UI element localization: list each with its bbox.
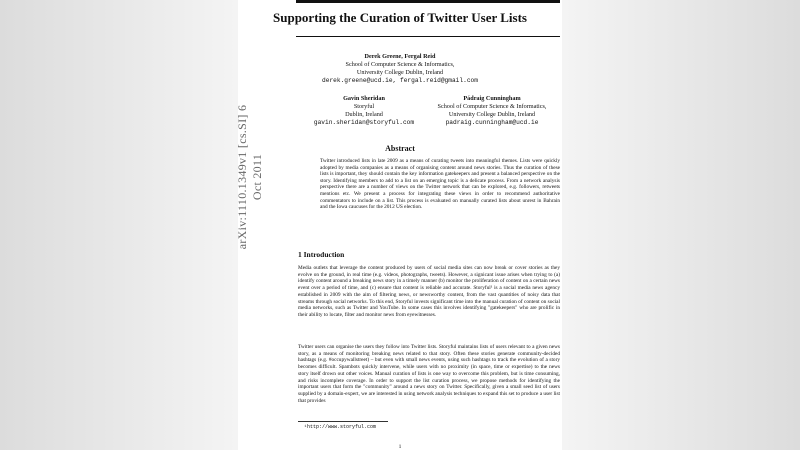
paper-page	[235, 0, 562, 450]
author-affiliation: Dublin, Ireland	[345, 111, 383, 118]
abstract-heading: Abstract	[385, 144, 415, 153]
paper-title: Supporting the Curation of Twitter User Lists	[273, 10, 527, 25]
author-email: gavin.sheridan@storyful.com	[313, 119, 415, 126]
title-top-rule	[296, 0, 560, 3]
background-left	[0, 0, 238, 450]
section-heading: 1 Introduction	[298, 250, 345, 259]
author-email: derek.greene@ucd.ie, fergal.reid@gmail.com	[322, 77, 478, 84]
author-block-3	[428, 95, 556, 127]
author-affiliation: School of Computer Science & Informatics,	[345, 61, 455, 68]
background-right	[562, 0, 800, 450]
author-email: padraig.cunningham@ucd.ie	[445, 119, 539, 126]
author-affiliation: University College Dublin, Ireland	[356, 69, 444, 76]
author-block-2	[304, 95, 424, 127]
author-name: Pádraig Cunningham	[463, 95, 521, 102]
footnote-rule	[298, 421, 388, 422]
arxiv-side-label: arXiv:1110.1349v1 [cs.SI] 6 Oct 2011	[235, 104, 264, 250]
author-block-1	[238, 53, 562, 85]
abstract-text: Twitter introduced lists in late 2009 as a means of curating tweets into meaningful themes. Lists were quickly adopted by media companies as a means of organising content around news stories. Thus the curation of these lists is important, they should contain the key information gatekeepers and present a balanced perspective on the story. Identifying members to add to a list on an emerging topic is a delicate process. From a network analysis perspective there are a number of views on the Twitter network that can be explored, e.g. followers, retweets mentions etc. We present a process for integrating these views in order to recommend authoritative commentators to include on a list. This process is evaluated on manually curated lists about unrest in Bahrain and the Iowa caucuses for the 2012 US election.	[320, 158, 560, 211]
intro-paragraph-2: Twitter users can organise the users they follow into Twitter lists. Storyful maintains lists of users relevant to a given news story, as a means of monitoring breaking news related to that story. Often these stories generate community-decided hashtags (e.g. #occupywallstreet) – but even with small news events, using such hashtags to track the evolution of a story becomes difficult. Spambots quickly intervene, while users with no proximity (in space, time or expertise) to the news story itself drown out other voices. Manual curation of lists is one way to overcome this problem, but is time consuming, and risks incomplete coverage. In order to support the list curation process, we propose methods for identifying the important users that form the "community" around a news story on Twitter. Specifically, given a small seed list of users supplied by a domain-expert, we are interested in using network analysis techniques to expand this set to produce a user list that provides	[298, 344, 560, 404]
author-names: Derek Greene, Fergal Reid	[364, 53, 436, 60]
page-number: 1	[398, 444, 402, 450]
footnote: ¹http://www.storyful.com	[304, 424, 377, 430]
intro-paragraph-1: Media outlets that leverage the content produced by users of social media sites can now break or cover stories as they evolve on the ground, in real time (e.g. videos, photographs, tweets). However, a signicant issue arises when trying to (a) identify content around a breaking news story in a timely manner (b) monitor the proliferation of content on a certain news event over a period of time, and (c) ensure that content is reliable and accurate. Storyful¹ is a social media news agency established in 2009 with the aim of filtering news, or newsworthy content, from the vast quantities of noisy data that streams through social networks. To this end, Storyful invests significant time into the manual curation of content on social media networks, such as Twitter and YouTube. In some cases this involves identifying "gatekeepers" who are prolific in their ability to locate, filter and monitor news from eyewitnesses.	[298, 265, 560, 318]
author-affiliation: University College Dublin, Ireland	[448, 111, 536, 118]
author-affiliation: School of Computer Science & Informatics,	[437, 103, 547, 110]
author-affiliation: Storyful	[353, 103, 375, 110]
author-name: Gavin Sheridan	[343, 95, 385, 102]
title-bottom-rule	[296, 36, 560, 37]
